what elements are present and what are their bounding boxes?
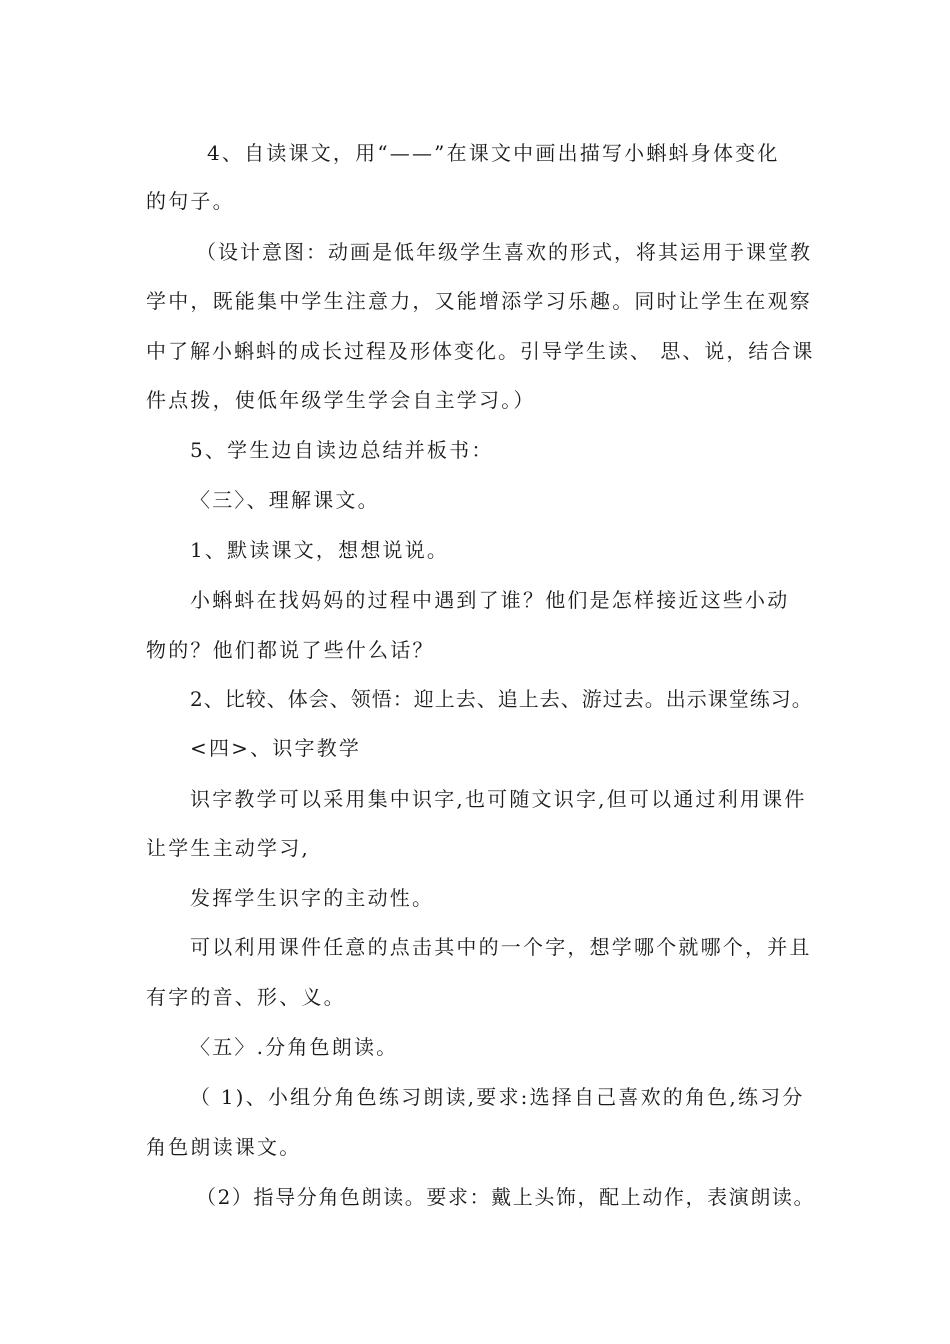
text-line-6: 件点拨，使低年级学生学会自主学习。） (146, 388, 536, 412)
text-line-7: 5、学生边自读边总结并板书： (190, 438, 494, 462)
text-line-11: 物的？他们都说了些什么话？ (146, 638, 435, 662)
text-line-17: 可以利用课件任意的点击其中的一个字，想学哪个就哪个，并且 (190, 935, 812, 959)
text-line-12: 2、比较、体会、领悟：迎上去、追上去、游过去。出示课堂练习。 (190, 687, 813, 711)
text-line-9: 1、默读课文，想想说说。 (190, 538, 450, 562)
section-heading-3: 〈三〉、理解课文。 (190, 488, 380, 512)
text-line-18: 有字的音、形、义。 (146, 985, 346, 1009)
text-line-2: 的句子。 (146, 189, 235, 213)
text-line-22: （2）指导分角色朗读。要求：戴上头饰，配上动作，表演朗读。 (196, 1185, 816, 1209)
text-line-1: 4、自读课文，用“——”在课文中画出描写小蝌蚪身体变化 (207, 141, 780, 165)
text-line-20: （ 1)、小组分角色练习朗读,要求:选择自己喜欢的角色,练习分 (190, 1085, 805, 1109)
text-line-21: 角色朗读课文。 (146, 1135, 302, 1159)
text-line-16: 发挥学生识字的主动性。 (190, 886, 435, 910)
text-line-15: 让学生主动学习, (146, 836, 310, 860)
text-line-10: 小蝌蚪在找妈妈的过程中遇到了谁？他们是怎样接近这些小动 (190, 588, 790, 612)
section-heading-4: <四>、识字教学 (190, 736, 362, 760)
text-line-5: 中了解小蝌蚪的成长过程及形体变化。引导学生读、 思、说，结合课 (146, 339, 815, 363)
text-line-3: （设计意图：动画是低年级学生喜欢的形式，将其运用于课堂教 (196, 240, 812, 264)
section-heading-5: 〈五〉.分角色朗读。 (190, 1035, 399, 1059)
text-line-14: 识字教学可以采用集中识字,也可随文识字,但可以通过利用课件 (190, 787, 807, 811)
text-line-4: 学中，既能集中学生注意力，又能增添学习乐趣。同时让学生在观察 (146, 289, 812, 313)
